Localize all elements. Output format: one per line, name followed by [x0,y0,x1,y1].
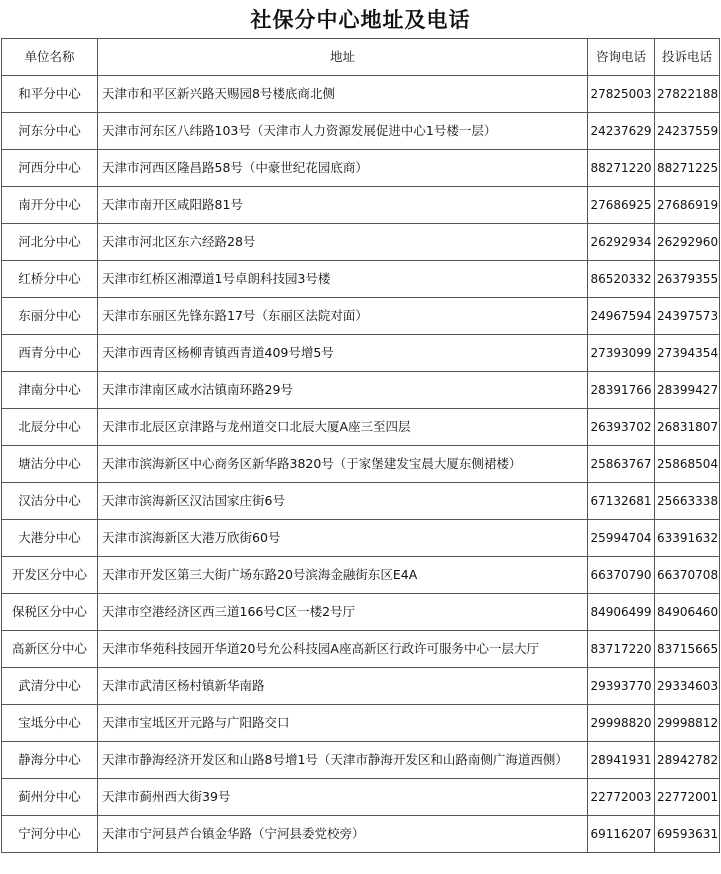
table-row [2,446,720,483]
complaint-phone-cell: 26831807 [655,409,720,446]
address-cell: 天津市滨海新区汉沽国家庄街6号 [98,483,588,520]
table-row [2,261,720,298]
unit-name-cell: 保税区分中心 [2,594,98,631]
unit-name-cell: 高新区分中心 [2,631,98,668]
address-cell: 天津市津南区咸水沽镇南环路29号 [98,372,588,409]
page-title: 社保分中心地址及电话 [250,8,471,32]
consult-phone-cell: 24237629 [588,113,655,150]
unit-name-cell: 武清分中心 [2,668,98,705]
unit-name-cell: 开发区分中心 [2,557,98,594]
table-row [2,224,720,261]
address-cell: 天津市空港经济区西三道166号C区一楼2号厅 [98,594,588,631]
address-cell: 天津市南开区咸阳路81号 [98,187,588,224]
unit-name-cell: 红桥分中心 [2,261,98,298]
address-cell: 天津市滨海新区大港万欣街60号 [98,520,588,557]
consult-phone-cell: 69116207 [588,816,655,853]
address-cell: 天津市西青区杨柳青镇西青道409号增5号 [98,335,588,372]
address-cell: 天津市华苑科技园开华道20号允公科技园A座高新区行政许可服务中心一层大厅 [98,631,588,668]
consult-phone-cell: 84906499 [588,594,655,631]
address-cell: 天津市东丽区先锋东路17号（东丽区法院对面） [98,298,588,335]
complaint-phone-cell: 29334603 [655,668,720,705]
unit-name-cell: 河西分中心 [2,150,98,187]
consult-phone-cell: 86520332 [588,261,655,298]
table-row [2,557,720,594]
consult-phone-cell: 83717220 [588,631,655,668]
table-row [2,631,720,668]
consult-phone-cell: 22772003 [588,779,655,816]
complaint-phone-cell: 26292960 [655,224,720,261]
address-cell: 天津市北辰区京津路与龙州道交口北辰大厦A座三至四层 [98,409,588,446]
consult-phone-cell: 28391766 [588,372,655,409]
table-row [2,779,720,816]
complaint-phone-cell: 27822188 [655,76,720,113]
consult-phone-cell: 88271220 [588,150,655,187]
table-row [2,335,720,372]
complaint-phone-cell: 66370708 [655,557,720,594]
unit-name-cell: 汉沽分中心 [2,483,98,520]
unit-name-cell: 宝坻分中心 [2,705,98,742]
complaint-phone-cell: 28942782 [655,742,720,779]
unit-name-cell: 河东分中心 [2,113,98,150]
address-cell: 天津市宝坻区开元路与广阳路交口 [98,705,588,742]
header-consult-phone: 咨询电话 [588,39,655,76]
complaint-phone-cell: 63391632 [655,520,720,557]
complaint-phone-cell: 29998812 [655,705,720,742]
consult-phone-cell: 27686925 [588,187,655,224]
contact-table [1,38,720,853]
consult-phone-cell: 27825003 [588,76,655,113]
complaint-phone-cell: 24237559 [655,113,720,150]
address-cell: 天津市开发区第三大街广场东路20号滨海金融街东区E4A [98,557,588,594]
table-row [2,520,720,557]
consult-phone-cell: 29393770 [588,668,655,705]
table-row [2,372,720,409]
address-cell: 天津市静海经济开发区和山路8号增1号（天津市静海开发区和山路南侧广海道西侧） [98,742,588,779]
header-address: 地址 [98,39,588,76]
table-row [2,668,720,705]
address-cell: 天津市武清区杨村镇新华南路 [98,668,588,705]
address-cell: 天津市河西区隆昌路58号（中豪世纪花园底商） [98,150,588,187]
complaint-phone-cell: 27394354 [655,335,720,372]
unit-name-cell: 宁河分中心 [2,816,98,853]
unit-name-cell: 北辰分中心 [2,409,98,446]
table-row [2,594,720,631]
address-cell: 天津市河东区八纬路103号（天津市人力资源发展促进中心1号楼一层） [98,113,588,150]
unit-name-cell: 静海分中心 [2,742,98,779]
complaint-phone-cell: 22772001 [655,779,720,816]
consult-phone-cell: 27393099 [588,335,655,372]
complaint-phone-cell: 27686919 [655,187,720,224]
unit-name-cell: 河北分中心 [2,224,98,261]
complaint-phone-cell: 26379355 [655,261,720,298]
unit-name-cell: 东丽分中心 [2,298,98,335]
consult-phone-cell: 28941931 [588,742,655,779]
table-row [2,113,720,150]
complaint-phone-cell: 69593631 [655,816,720,853]
unit-name-cell: 和平分中心 [2,76,98,113]
complaint-phone-cell: 83715665 [655,631,720,668]
consult-phone-cell: 66370790 [588,557,655,594]
table-row [2,150,720,187]
complaint-phone-cell: 88271225 [655,150,720,187]
unit-name-cell: 大港分中心 [2,520,98,557]
consult-phone-cell: 24967594 [588,298,655,335]
address-cell: 天津市蓟州西大街39号 [98,779,588,816]
table-row [2,187,720,224]
complaint-phone-cell: 84906460 [655,594,720,631]
table-row [2,409,720,446]
consult-phone-cell: 26292934 [588,224,655,261]
table-row [2,742,720,779]
table-row [2,483,720,520]
consult-phone-cell: 29998820 [588,705,655,742]
consult-phone-cell: 25863767 [588,446,655,483]
table-row [2,298,720,335]
header-row [2,39,720,76]
complaint-phone-cell: 24397573 [655,298,720,335]
address-cell: 天津市滨海新区中心商务区新华路3820号（于家堡建发宝晨大厦东侧裙楼） [98,446,588,483]
table-row [2,816,720,853]
complaint-phone-cell: 28399427 [655,372,720,409]
complaint-phone-cell: 25868504 [655,446,720,483]
address-cell: 天津市宁河县芦台镇金华路（宁河县委党校旁） [98,816,588,853]
address-cell: 天津市和平区新兴路天赐园8号楼底商北侧 [98,76,588,113]
unit-name-cell: 南开分中心 [2,187,98,224]
consult-phone-cell: 25994704 [588,520,655,557]
complaint-phone-cell: 25663338 [655,483,720,520]
header-unit: 单位名称 [2,39,98,76]
unit-name-cell: 蓟州分中心 [2,779,98,816]
unit-name-cell: 塘沽分中心 [2,446,98,483]
unit-name-cell: 津南分中心 [2,372,98,409]
table-row [2,705,720,742]
address-cell: 天津市红桥区湘潭道1号卓朗科技园3号楼 [98,261,588,298]
header-complaint-phone: 投诉电话 [655,39,720,76]
unit-name-cell: 西青分中心 [2,335,98,372]
consult-phone-cell: 26393702 [588,409,655,446]
table-row [2,76,720,113]
consult-phone-cell: 67132681 [588,483,655,520]
address-cell: 天津市河北区东六经路28号 [98,224,588,261]
